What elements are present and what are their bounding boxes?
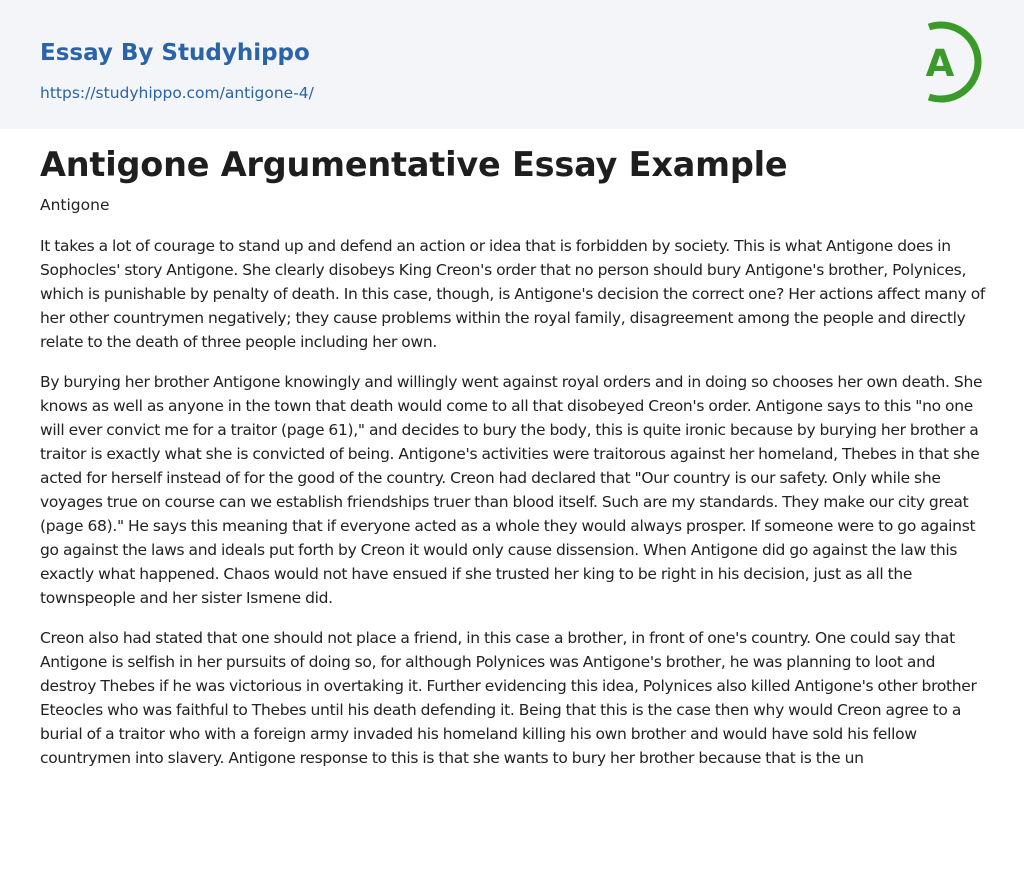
paragraph-2: By burying her brother Antigone knowingly and willingly went against royal orders and in doing so chooses her own death. She knows as well as anyone in the town that death would come to all that disobeyed Creon's order. Antigone says to this "no one will ever convict me for a traitor (page 61)," and decides to bury the body, this is quite ironic because by burying her brother a traitor is exactly what she is convicted of being. Antigone's activities were traitorous against her homeland, Thebes in that she acted for herself instead of for the good of the country. Creon had declared that "Our country is our safety. Only while she voyages true on course can we establish friendships truer than blood itself. Such are my standards. They make our city great (page 68)." He says this meaning that if everyone acted as a whole they would always prosper. If someone were to go against go against the laws and ideals put forth by Creon it would only cause dissension. When Antigone did go against the law this exactly what happened. Chaos would not have ensued if she trusted her king to be right in his decision, just as all the townspeople and her sister Ismene did.	[40, 373, 983, 607]
article-title: Antigone Argumentative Essay Example	[40, 145, 788, 184]
logo-letter: A	[925, 42, 955, 85]
article-body	[40, 234, 988, 786]
paragraph-1: It takes a lot of courage to stand up and defend an action or idea that is forbidden by society. This is what Antigone does in Sophocles' story Antigone. She clearly disobeys King Creon's order that no person should bury Antigone's brother, Polynices, which is punishable by penalty of death. In this case, though, is Antigone's decision the correct one? Her actions affect many of her other countrymen negatively; they cause problems within the royal family, disagreement among the people and directly relate to the death of three people including her own.	[40, 237, 986, 351]
paragraph-3: Creon also had stated that one should not place a friend, in this case a brother, in front of one's country. One could say that Antigone is selfish in her pursuits of doing so, for although Polynices was Antigone's brother, he was planning to loot and destroy Thebes if he was victorious in overtaking it. Further evidencing this idea, Polynices also killed Antigone's other brother Eteocles who was faithful to Thebes until his death defending it. Being that this is the case then why would Creon agree to a burial of a traitor who with a foreign army invaded his homeland killing his own brother and would have sold his fellow countrymen into slavery. Antigone response to this is that she wants to bury her brother because that is the un	[40, 629, 977, 767]
studyhippo-logo-icon[interactable]	[902, 19, 988, 105]
site-title[interactable]: Essay By Studyhippo	[40, 40, 310, 66]
article-subject: Antigone	[40, 196, 110, 214]
site-header	[0, 0, 1024, 129]
page-url-link[interactable]: https://studyhippo.com/antigone-4/	[40, 84, 314, 102]
